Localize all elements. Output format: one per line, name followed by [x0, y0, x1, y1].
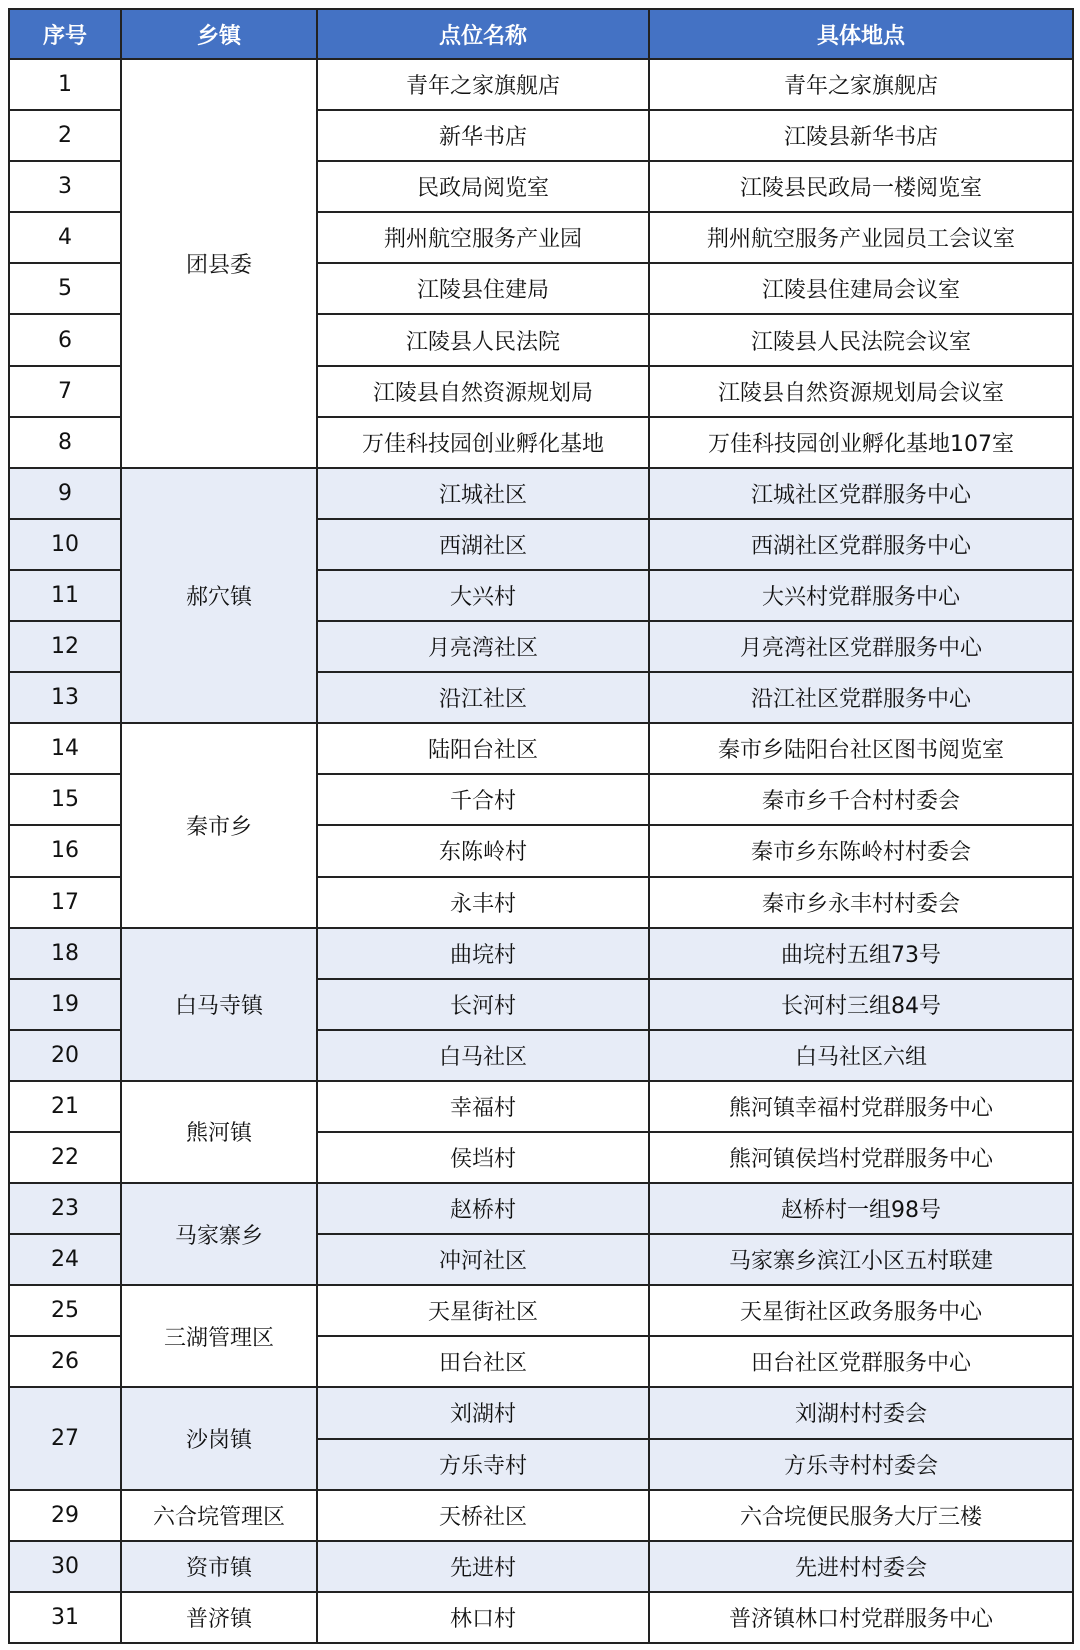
serial-number-cell: 9	[9, 468, 121, 519]
specific-location-cell: 大兴村党群服务中心	[649, 570, 1073, 621]
specific-location-cell: 六合垸便民服务大厅三楼	[649, 1490, 1073, 1541]
site-name-cell: 曲垸村	[317, 928, 649, 979]
serial-number-cell: 5	[9, 263, 121, 314]
site-name-cell: 江陵县住建局	[317, 263, 649, 314]
specific-location-cell: 沿江社区党群服务中心	[649, 672, 1073, 723]
township-cell: 熊河镇	[121, 1081, 317, 1183]
township-cell: 沙岗镇	[121, 1387, 317, 1489]
serial-number-cell: 23	[9, 1183, 121, 1234]
serial-number-cell: 14	[9, 723, 121, 774]
site-name-cell: 天桥社区	[317, 1490, 649, 1541]
site-name-cell: 幸福村	[317, 1081, 649, 1132]
site-name-cell: 田台社区	[317, 1336, 649, 1387]
serial-number-cell: 21	[9, 1081, 121, 1132]
serial-number-cell: 3	[9, 161, 121, 212]
specific-location-cell: 曲垸村五组73号	[649, 928, 1073, 979]
specific-location-cell: 熊河镇幸福村党群服务中心	[649, 1081, 1073, 1132]
serial-number-cell: 24	[9, 1234, 121, 1285]
site-name-cell: 荆州航空服务产业园	[317, 212, 649, 263]
serial-number-cell: 18	[9, 928, 121, 979]
specific-location-cell: 田台社区党群服务中心	[649, 1336, 1073, 1387]
township-cell: 郝穴镇	[121, 468, 317, 723]
table-row	[9, 59, 1073, 110]
specific-location-cell: 月亮湾社区党群服务中心	[649, 621, 1073, 672]
township-cell: 白马寺镇	[121, 928, 317, 1081]
site-name-cell: 东陈岭村	[317, 825, 649, 876]
specific-location-cell: 江城社区党群服务中心	[649, 468, 1073, 519]
site-name-cell: 侯垱村	[317, 1132, 649, 1183]
township-cell: 资市镇	[121, 1541, 317, 1592]
specific-location-cell: 江陵县民政局一楼阅览室	[649, 161, 1073, 212]
table-row	[9, 468, 1073, 519]
site-name-cell: 大兴村	[317, 570, 649, 621]
site-name-cell: 方乐寺村	[317, 1439, 649, 1490]
serial-number-cell: 7	[9, 366, 121, 417]
serial-number-cell: 11	[9, 570, 121, 621]
specific-location-cell: 青年之家旗舰店	[649, 59, 1073, 110]
site-name-cell: 万佳科技园创业孵化基地	[317, 417, 649, 468]
table-row	[9, 1490, 1073, 1541]
serial-number-cell: 31	[9, 1592, 121, 1643]
table-row	[9, 1285, 1073, 1336]
township-cell: 三湖管理区	[121, 1285, 317, 1387]
serial-number-cell: 22	[9, 1132, 121, 1183]
table-row	[9, 1387, 1073, 1438]
specific-location-cell: 秦市乡千合村村委会	[649, 774, 1073, 825]
site-name-cell: 陆阳台社区	[317, 723, 649, 774]
site-name-cell: 长河村	[317, 979, 649, 1030]
serial-number-cell: 4	[9, 212, 121, 263]
site-name-cell: 民政局阅览室	[317, 161, 649, 212]
specific-location-cell: 赵桥村一组98号	[649, 1183, 1073, 1234]
serial-number-cell: 16	[9, 825, 121, 876]
serial-number-cell: 27	[9, 1387, 121, 1489]
table-row	[9, 1541, 1073, 1592]
serial-number-cell: 29	[9, 1490, 121, 1541]
serial-number-cell: 20	[9, 1030, 121, 1081]
table-row	[9, 1592, 1073, 1643]
specific-location-cell: 江陵县人民法院会议室	[649, 314, 1073, 365]
site-name-cell: 先进村	[317, 1541, 649, 1592]
serial-number-cell: 17	[9, 877, 121, 928]
site-name-cell: 刘湖村	[317, 1387, 649, 1438]
site-name-cell: 白马社区	[317, 1030, 649, 1081]
table-row	[9, 723, 1073, 774]
site-name-cell: 天星街社区	[317, 1285, 649, 1336]
header-specific-location: 具体地点	[649, 9, 1073, 59]
table-row	[9, 928, 1073, 979]
site-name-cell: 江城社区	[317, 468, 649, 519]
site-name-cell: 千合村	[317, 774, 649, 825]
specific-location-cell: 长河村三组84号	[649, 979, 1073, 1030]
specific-location-cell: 江陵县住建局会议室	[649, 263, 1073, 314]
header-site-name: 点位名称	[317, 9, 649, 59]
specific-location-cell: 普济镇林口村党群服务中心	[649, 1592, 1073, 1643]
specific-location-cell: 荆州航空服务产业园员工会议室	[649, 212, 1073, 263]
township-cell: 团县委	[121, 59, 317, 468]
site-name-cell: 沿江社区	[317, 672, 649, 723]
serial-number-cell: 6	[9, 314, 121, 365]
serial-number-cell: 13	[9, 672, 121, 723]
site-name-cell: 月亮湾社区	[317, 621, 649, 672]
specific-location-cell: 秦市乡永丰村村委会	[649, 877, 1073, 928]
serial-number-cell: 10	[9, 519, 121, 570]
site-name-cell: 江陵县自然资源规划局	[317, 366, 649, 417]
header-serial-number: 序号	[9, 9, 121, 59]
specific-location-cell: 秦市乡陆阳台社区图书阅览室	[649, 723, 1073, 774]
site-name-cell: 林口村	[317, 1592, 649, 1643]
specific-location-cell: 江陵县自然资源规划局会议室	[649, 366, 1073, 417]
specific-location-cell: 万佳科技园创业孵化基地107室	[649, 417, 1073, 468]
site-name-cell: 永丰村	[317, 877, 649, 928]
serial-number-cell: 25	[9, 1285, 121, 1336]
serial-number-cell: 1	[9, 59, 121, 110]
site-name-cell: 青年之家旗舰店	[317, 59, 649, 110]
township-cell: 普济镇	[121, 1592, 317, 1643]
township-cell: 秦市乡	[121, 723, 317, 927]
specific-location-cell: 刘湖村村委会	[649, 1387, 1073, 1438]
site-name-cell: 赵桥村	[317, 1183, 649, 1234]
serial-number-cell: 15	[9, 774, 121, 825]
table-row	[9, 1183, 1073, 1234]
table-row	[9, 1081, 1073, 1132]
site-name-cell: 新华书店	[317, 110, 649, 161]
specific-location-cell: 江陵县新华书店	[649, 110, 1073, 161]
header-township: 乡镇	[121, 9, 317, 59]
site-name-cell: 冲河社区	[317, 1234, 649, 1285]
serial-number-cell: 12	[9, 621, 121, 672]
township-cell: 马家寨乡	[121, 1183, 317, 1285]
serial-number-cell: 26	[9, 1336, 121, 1387]
specific-location-cell: 先进村村委会	[649, 1541, 1073, 1592]
specific-location-cell: 方乐寺村村委会	[649, 1439, 1073, 1490]
site-name-cell: 江陵县人民法院	[317, 314, 649, 365]
locations-table	[8, 8, 1074, 1644]
township-cell: 六合垸管理区	[121, 1490, 317, 1541]
site-name-cell: 西湖社区	[317, 519, 649, 570]
specific-location-cell: 秦市乡东陈岭村村委会	[649, 825, 1073, 876]
specific-location-cell: 白马社区六组	[649, 1030, 1073, 1081]
serial-number-cell: 8	[9, 417, 121, 468]
serial-number-cell: 19	[9, 979, 121, 1030]
serial-number-cell: 2	[9, 110, 121, 161]
specific-location-cell: 熊河镇侯垱村党群服务中心	[649, 1132, 1073, 1183]
specific-location-cell: 西湖社区党群服务中心	[649, 519, 1073, 570]
serial-number-cell: 30	[9, 1541, 121, 1592]
header-row	[9, 9, 1073, 59]
specific-location-cell: 马家寨乡滨江小区五村联建	[649, 1234, 1073, 1285]
specific-location-cell: 天星街社区政务服务中心	[649, 1285, 1073, 1336]
